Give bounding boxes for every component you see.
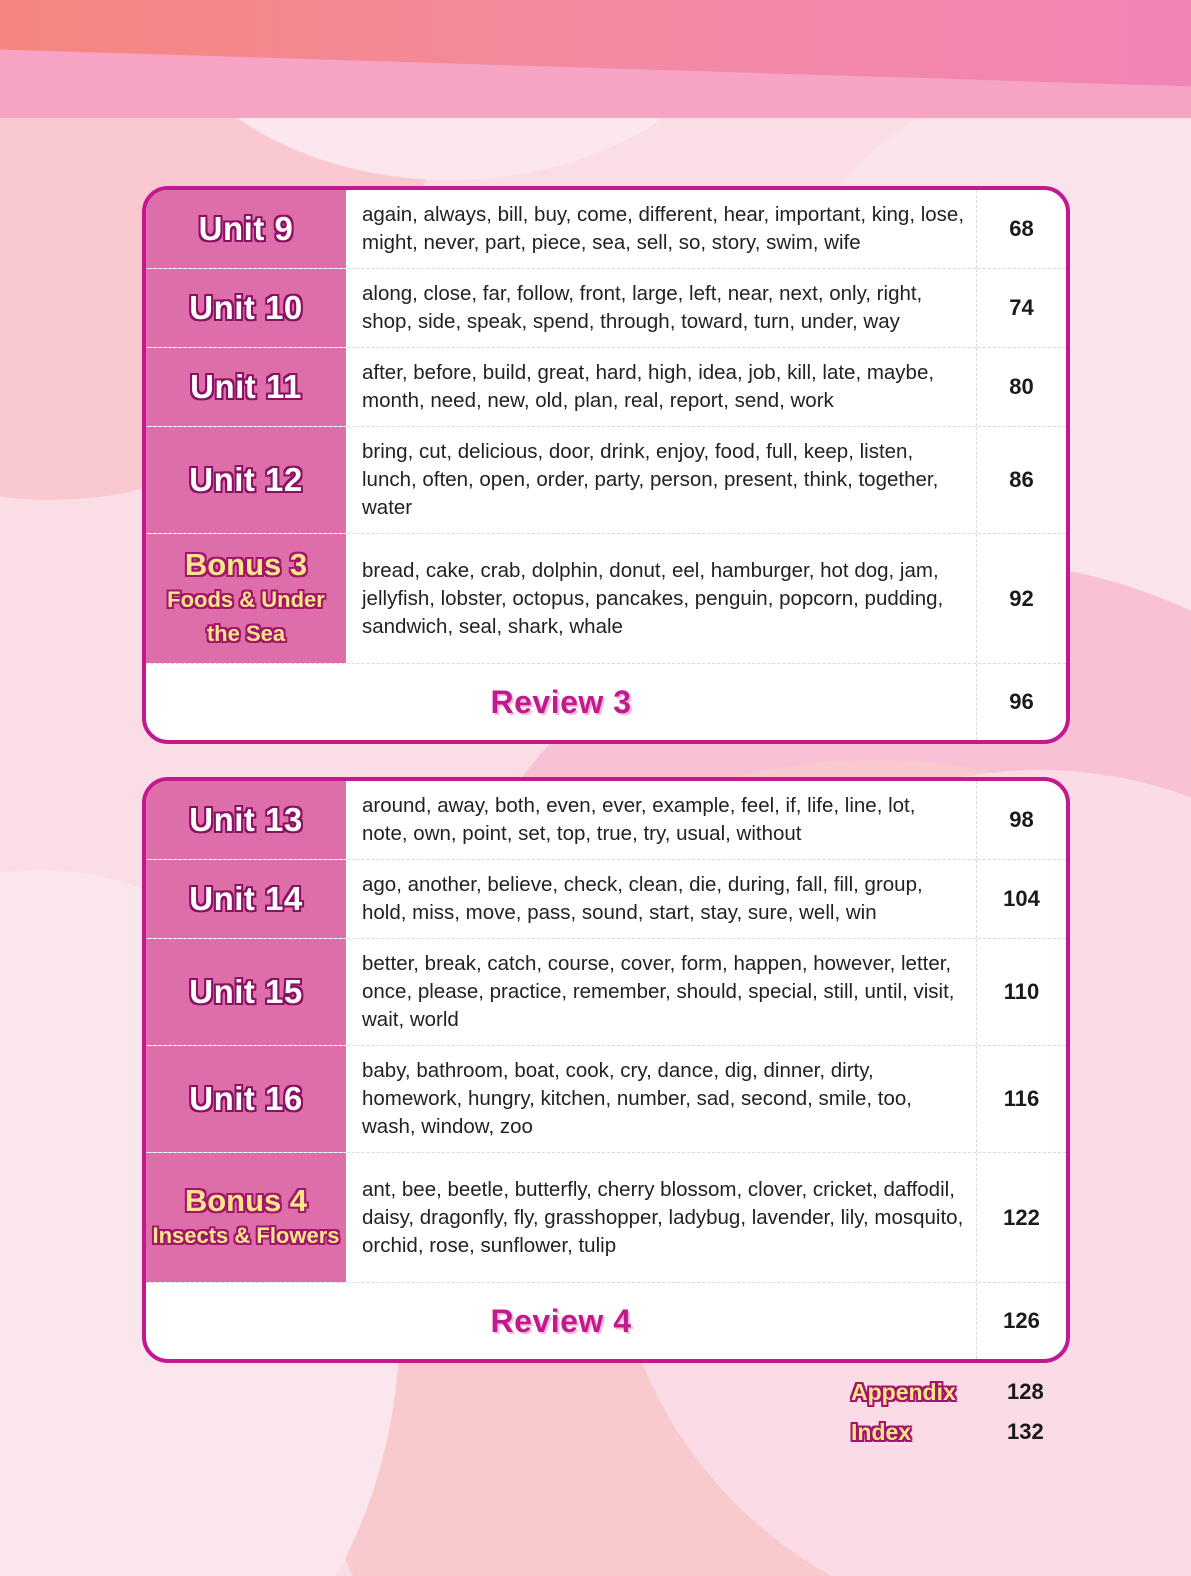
page-number: 128 — [1007, 1379, 1044, 1404]
extras-list — [846, 1372, 1044, 1452]
page-number: 104 — [976, 860, 1066, 938]
word-list: ant, bee, beetle, butterfly, cherry blossom, clover, cricket, daffodil, daisy, dragonfly, fly, grasshopper, ladybug, lavender, lily, mosquito, orchid, rose, sunflower, tulip — [362, 1177, 964, 1257]
bonus-label-cell — [146, 1153, 346, 1282]
toc-row-appendix[interactable] — [846, 1372, 1044, 1412]
page-number: 86 — [976, 427, 1066, 533]
unit-title: Unit 12 — [189, 461, 303, 498]
page-number: 126 — [976, 1283, 1066, 1359]
page-number: 92 — [976, 534, 1066, 663]
toc-row-bonus-3[interactable] — [146, 534, 1066, 664]
unit-label-cell — [146, 1046, 346, 1152]
toc-row-unit-12[interactable] — [146, 427, 1066, 534]
bonus-title: Bonus 3 — [184, 546, 308, 582]
unit-label-cell — [146, 860, 346, 938]
toc-section-4 — [142, 777, 1070, 1363]
word-list: around, away, both, even, ever, example, feel, if, life, line, lot, note, own, point, set, top, true, try, usual, without — [362, 794, 916, 845]
bonus-subtitle: Foods & Under the Sea — [167, 586, 325, 646]
unit-title: Unit 11 — [190, 368, 302, 405]
toc-row-unit-15[interactable] — [146, 939, 1066, 1046]
bonus-title: Bonus 4 — [184, 1182, 308, 1218]
toc-row-review-3[interactable] — [146, 664, 1066, 740]
word-list: again, always, bill, buy, come, different, hear, important, king, lose, might, never, part, piece, sea, sell, so, story, swim, wife — [362, 203, 965, 254]
page-number: 132 — [1007, 1419, 1044, 1444]
toc-row-bonus-4[interactable] — [146, 1153, 1066, 1283]
unit-title: Unit 10 — [189, 289, 303, 326]
word-list: after, before, build, great, hard, high, idea, job, kill, late, maybe, month, need, new, old, plan, real, report, send, work — [362, 361, 935, 412]
page-number: 122 — [976, 1153, 1066, 1282]
unit-label-cell — [146, 269, 346, 347]
page-number: 98 — [976, 781, 1066, 859]
page-number: 74 — [976, 269, 1066, 347]
review-title: Review 3 — [490, 683, 632, 720]
unit-label-cell — [146, 427, 346, 533]
word-list: ago, another, believe, check, clean, die, during, fall, fill, group, hold, miss, move, pass, sound, start, stay, sure, well, win — [362, 873, 923, 924]
word-list: along, close, far, follow, front, large, left, near, next, only, right, shop, side, speak, spend, through, toward, turn, under, way — [362, 282, 923, 333]
unit-title: Unit 15 — [189, 973, 303, 1010]
toc-section-3 — [142, 186, 1070, 744]
unit-title: Unit 16 — [189, 1080, 303, 1117]
unit-label-cell — [146, 348, 346, 426]
toc-row-index[interactable] — [846, 1412, 1044, 1452]
unit-title: Unit 13 — [189, 801, 303, 838]
word-list: bring, cut, delicious, door, drink, enjoy, food, full, keep, listen, lunch, often, open, order, party, person, present, think, together, water — [362, 440, 939, 519]
unit-label-cell — [146, 939, 346, 1045]
toc-row-unit-11[interactable] — [146, 348, 1066, 427]
bonus-subtitle: Insects & Flowers — [152, 1222, 340, 1248]
toc-row-review-4[interactable] — [146, 1283, 1066, 1359]
word-list: baby, bathroom, boat, cook, cry, dance, dig, dinner, dirty, homework, hungry, kitchen, number, sad, second, smile, too, wash, window, zoo — [362, 1059, 912, 1138]
appendix-label: Appendix — [851, 1378, 956, 1405]
word-list: bread, cake, crab, dolphin, donut, eel, hamburger, hot dog, jam, jellyfish, lobster, octopus, pancakes, penguin, popcorn, pudding, sandwich, seal, shark, whale — [362, 558, 944, 638]
toc-row-unit-10[interactable] — [146, 269, 1066, 348]
page-number: 68 — [976, 190, 1066, 268]
page-number: 116 — [976, 1046, 1066, 1152]
page-number: 96 — [976, 664, 1066, 740]
page-number: 80 — [976, 348, 1066, 426]
index-label: Index — [851, 1418, 912, 1445]
toc-row-unit-16[interactable] — [146, 1046, 1066, 1153]
unit-title: Unit 14 — [189, 880, 303, 917]
bonus-label-cell — [146, 534, 346, 663]
toc-row-unit-13[interactable] — [146, 781, 1066, 860]
word-list: better, break, catch, course, cover, form, happen, however, letter, once, please, practice, remember, should, special, still, until, visit, wait, world — [362, 952, 955, 1031]
unit-title: Unit 9 — [198, 210, 294, 247]
unit-label-cell — [146, 781, 346, 859]
review-title: Review 4 — [490, 1302, 632, 1339]
toc-row-unit-9[interactable] — [146, 190, 1066, 269]
toc-row-unit-14[interactable] — [146, 860, 1066, 939]
page-number: 110 — [976, 939, 1066, 1045]
unit-label-cell — [146, 190, 346, 268]
